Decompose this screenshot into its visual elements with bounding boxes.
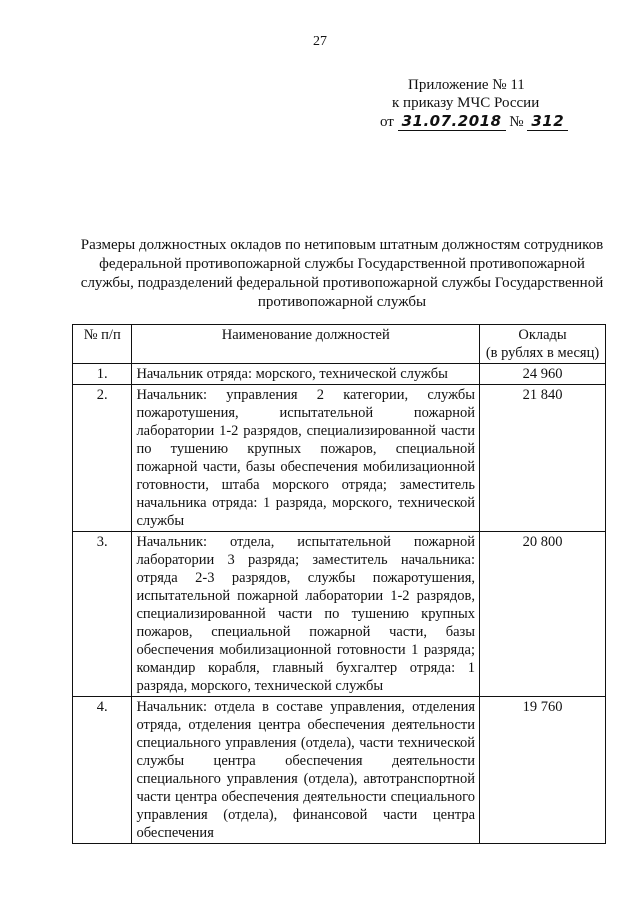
row-num: 2. — [73, 385, 132, 532]
row-name: Начальник: управления 2 категории, службы пожаротушения, испытательной пожарной лаборатории 1-2 разрядов, специализированной части по тушению крупных пожаров, специальной пожарной части, базы обеспечения мобилизационной готовности, штаба морского отряда; заместитель начальника отряда: 1 разряда, морского, технической службы — [132, 385, 480, 532]
handwritten-date: 31.07.2018 — [398, 112, 506, 131]
table-row — [73, 364, 606, 385]
number-prefix: № — [509, 114, 524, 130]
appendix-date-line — [360, 112, 600, 131]
row-name: Начальник: отдела, испытательной пожарной лаборатории 3 разряда; заместитель начальника: отряда 2-3 разрядов, службы пожаротушения, испытательной пожарной лаборатории 1-2 разрядов, специализированной части по тушению крупных пожаров, специальной пожарной части, базы обеспечения мобилизационной готовности 1 разряда; командир корабля, главный бухгалтер отряда: 1 разряда, морского, технической службы — [132, 532, 480, 697]
row-salary: 19 760 — [480, 697, 606, 844]
table-header-row — [73, 325, 606, 364]
header-name: Наименование должностей — [132, 325, 480, 364]
salary-table — [72, 324, 606, 844]
table-row — [73, 532, 606, 697]
header-num: № п/п — [73, 325, 132, 364]
row-num: 1. — [73, 364, 132, 385]
table-row — [73, 697, 606, 844]
row-num: 4. — [73, 697, 132, 844]
page-number: 27 — [313, 34, 327, 49]
date-prefix: от — [380, 114, 394, 130]
handwritten-number: 312 — [527, 112, 568, 131]
row-num: 3. — [73, 532, 132, 697]
row-name: Начальник отряда: морского, технической службы — [132, 364, 480, 385]
table-row — [73, 385, 606, 532]
appendix-title: Приложение № 11 — [408, 77, 525, 93]
document-title: Размеры должностных окладов по нетиповым штатным должностям сотрудников федеральной противопожарной службы Государственной противопожарной службы, подразделений федеральной противопожарной службы Государственной противопожарной службы — [80, 237, 604, 310]
row-salary: 24 960 — [480, 364, 606, 385]
header-salary — [480, 325, 606, 364]
row-salary: 20 800 — [480, 532, 606, 697]
row-salary: 21 840 — [480, 385, 606, 532]
appendix-order-ref: к приказу МЧС России — [392, 95, 540, 111]
appendix-block — [360, 76, 600, 131]
header-salary-line1: Оклады — [518, 327, 567, 343]
header-salary-line2: (в рублях в месяц) — [485, 345, 600, 361]
row-name: Начальник: отдела в составе управления, отделения отряда, отделения центра обеспечения деятельности специального управления (отдела), части технической службы центра обеспечения деятельности специального управления (отдела), автотранспортной части центра обеспечения деятельности специального управления (отдела), финансовой части центра обеспечения — [132, 697, 480, 844]
